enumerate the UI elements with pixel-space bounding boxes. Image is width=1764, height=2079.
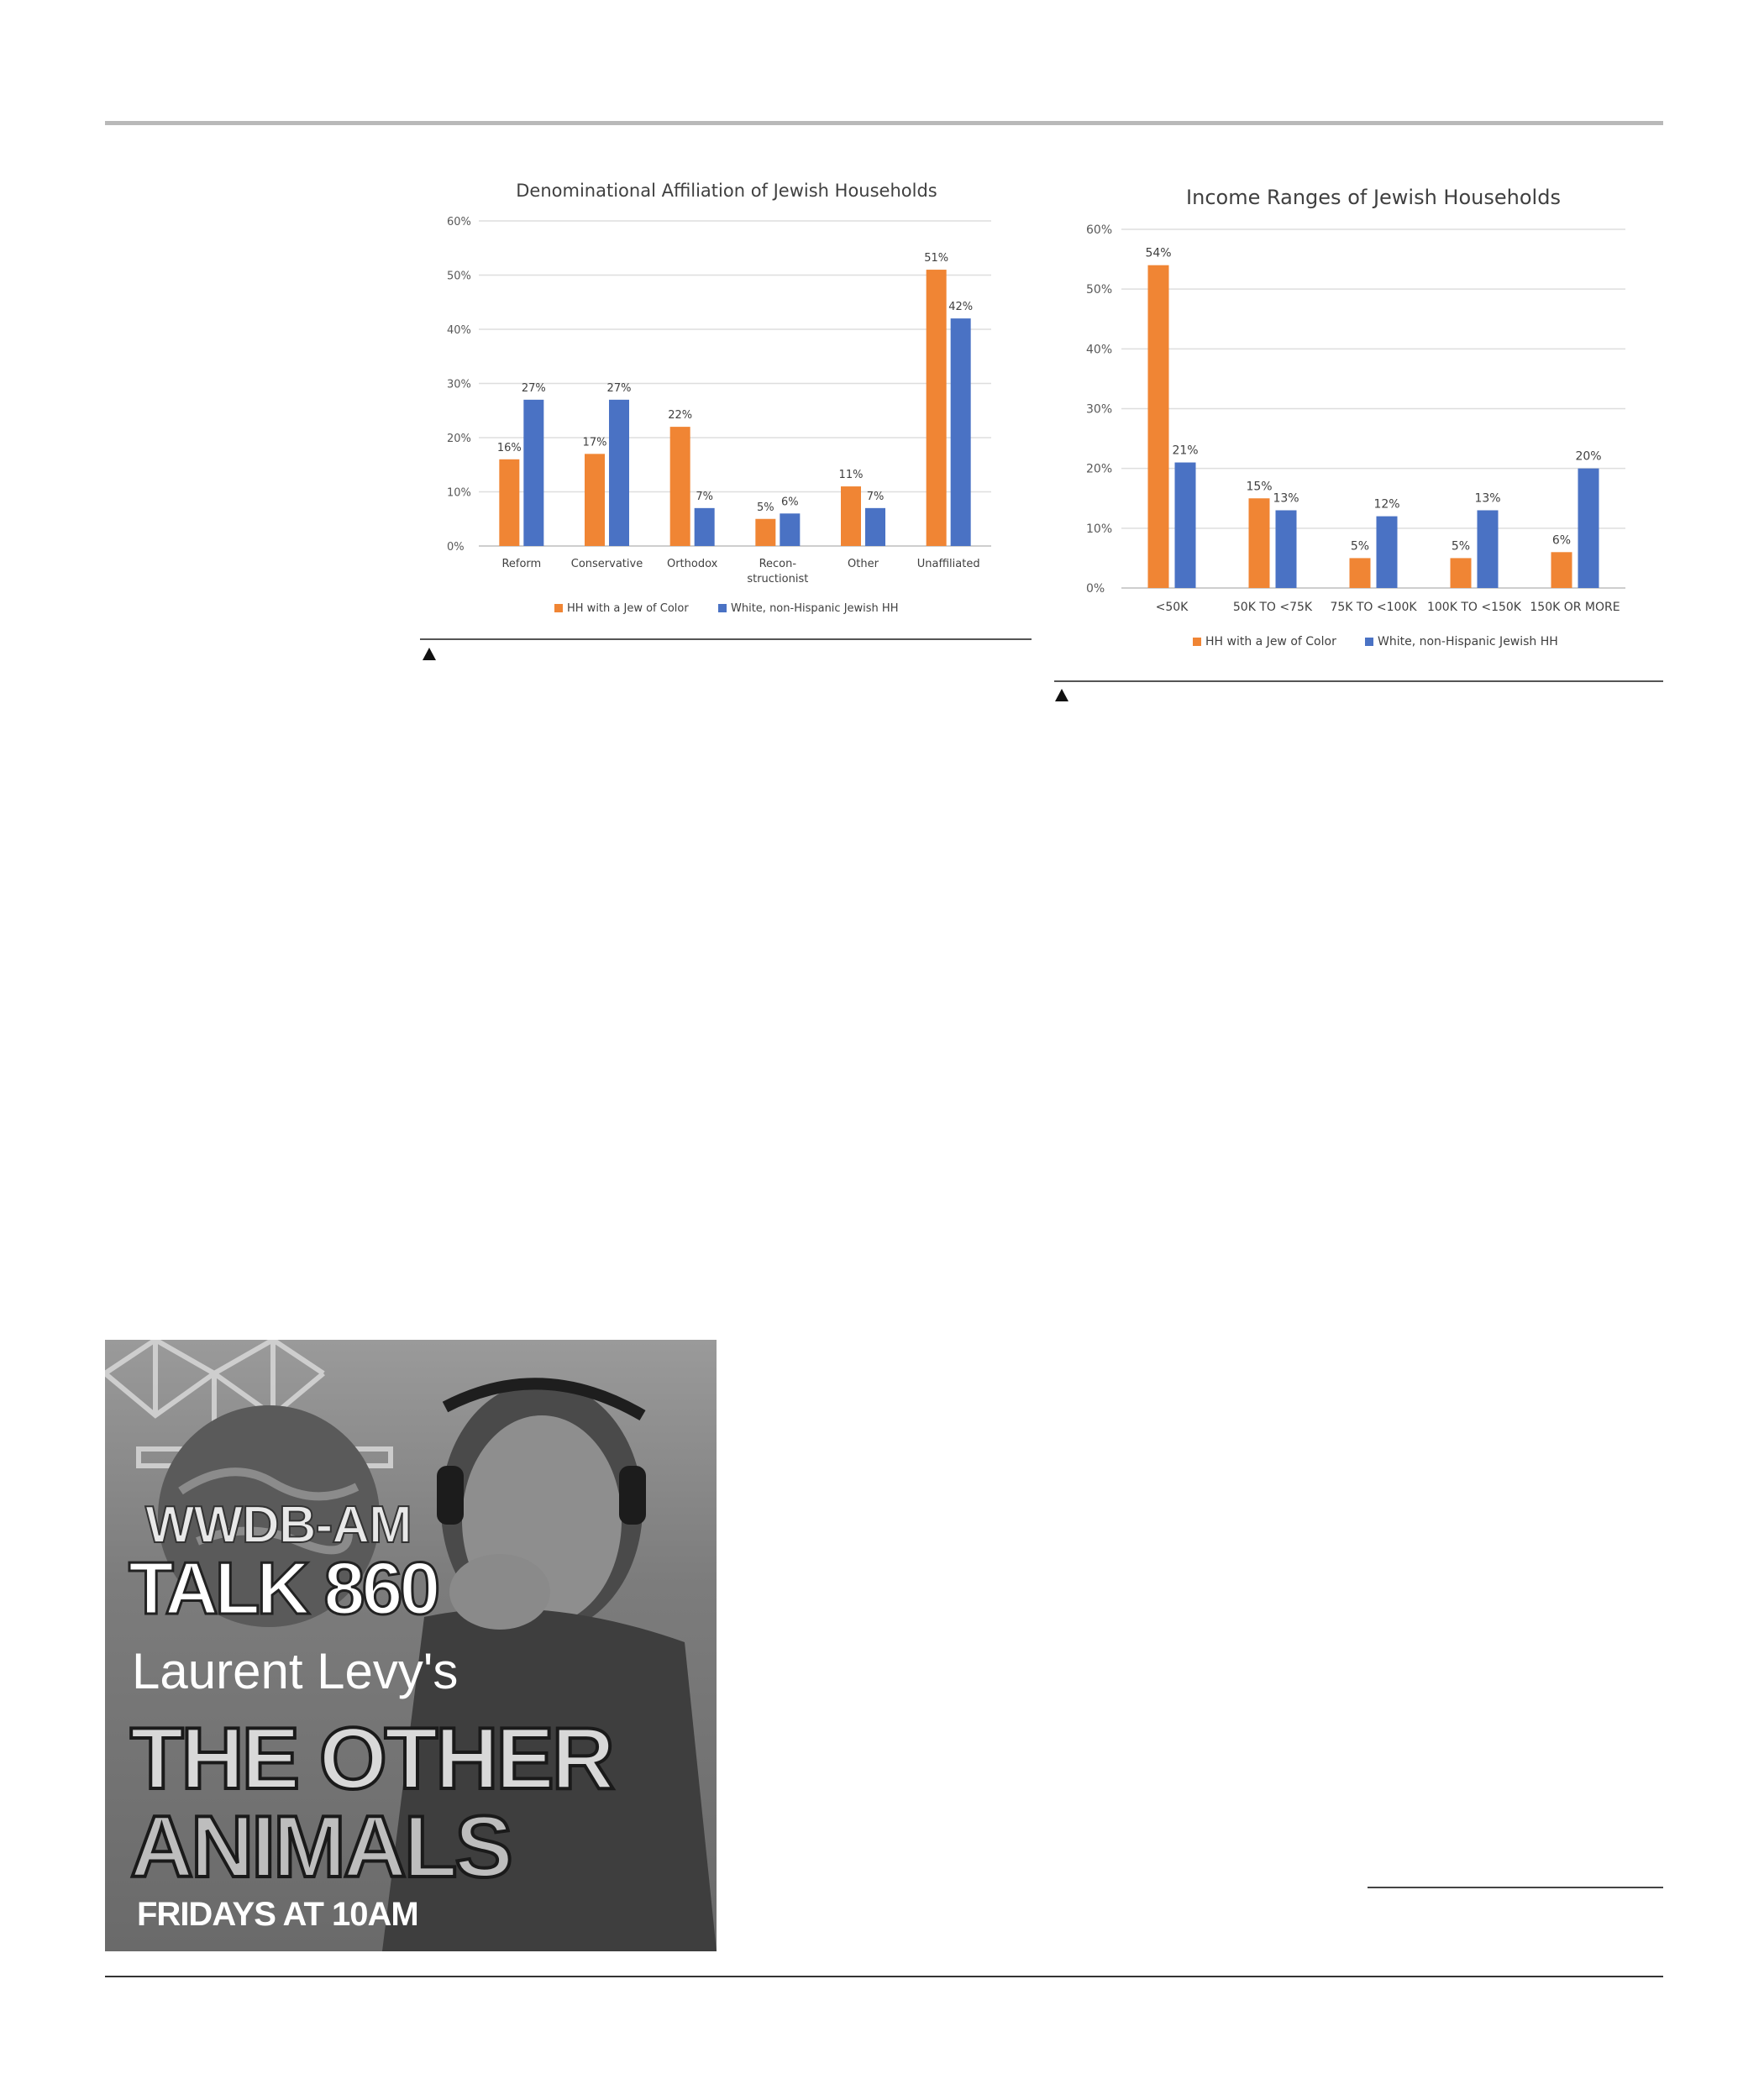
ad-schedule: FRIDAYS AT 10AM (137, 1896, 418, 1933)
category-label: Reform (501, 558, 542, 570)
bar (1451, 558, 1472, 588)
chart1-caption-rule (420, 638, 1032, 640)
y-tick-label: 60% (447, 216, 471, 228)
data-label: 17% (582, 436, 607, 449)
y-tick-label: 60% (1086, 223, 1113, 237)
bar (609, 400, 629, 546)
legend-swatch (1193, 638, 1201, 646)
chart-title: Denominational Affiliation of Jewish Households (516, 181, 937, 201)
category-label: 150K OR MORE (1530, 601, 1620, 614)
bar (523, 400, 543, 546)
ad-show-title-line2: ANIMALS (130, 1798, 511, 1896)
bar (585, 454, 605, 546)
bar (1148, 265, 1169, 588)
y-tick-label: 10% (447, 486, 471, 500)
data-label: 5% (1350, 539, 1370, 554)
bar (1175, 463, 1196, 588)
legend-swatch (1365, 638, 1373, 646)
category-label: structionist (747, 573, 809, 585)
legend-label: White, non-Hispanic Jewish HH (731, 602, 899, 615)
data-label: 6% (781, 496, 799, 509)
data-label: 7% (866, 490, 885, 503)
bar (499, 459, 519, 546)
y-tick-label: 30% (1086, 402, 1113, 417)
data-label: 13% (1273, 491, 1299, 506)
data-label: 22% (668, 409, 693, 423)
income-chart (1054, 172, 1667, 676)
bar (865, 508, 885, 546)
category-label: Recon- (759, 558, 797, 570)
y-tick-label: 0% (1086, 582, 1105, 596)
bar (1350, 558, 1371, 588)
bar (780, 513, 800, 546)
category-label: Unaffiliated (916, 558, 980, 570)
data-label: 12% (1373, 497, 1400, 512)
legend-label: White, non-Hispanic Jewish HH (1378, 635, 1558, 648)
data-label: 20% (1575, 449, 1602, 464)
radio-show-ad (105, 1340, 717, 1951)
top-rule (105, 121, 1663, 125)
chart-title: Income Ranges of Jewish Households (1186, 186, 1561, 209)
chart2-caption-marker (1055, 689, 1068, 701)
data-label: 27% (521, 381, 546, 395)
category-label: Other (848, 558, 879, 570)
legend-label: HH with a Jew of Color (567, 602, 689, 615)
data-label: 11% (838, 469, 864, 482)
category-label: 100K TO <150K (1426, 601, 1522, 614)
y-tick-label: 0% (447, 541, 465, 554)
data-label: 15% (1246, 480, 1273, 494)
y-tick-label: 30% (447, 378, 471, 391)
bar (841, 486, 861, 546)
bar (1249, 498, 1270, 588)
category-label: Orthodox (666, 558, 718, 570)
y-tick-label: 10% (1086, 522, 1113, 536)
y-tick-label: 20% (447, 433, 471, 445)
data-label: 21% (1172, 444, 1199, 458)
bar (1578, 469, 1599, 588)
ad-show-title-line1: THE OTHER (130, 1710, 612, 1808)
data-label: 54% (1145, 246, 1172, 260)
ad-talk-frequency: TALK 860 (129, 1546, 438, 1630)
bar (1276, 510, 1297, 588)
category-label: <50K (1155, 601, 1189, 614)
bar (1377, 517, 1398, 588)
data-label: 13% (1474, 491, 1501, 506)
bar (927, 270, 947, 546)
ad-host-name: Laurent Levy's (132, 1643, 459, 1699)
bar (755, 519, 775, 546)
category-label: Conservative (570, 558, 643, 570)
footnote-rule (1368, 1887, 1663, 1888)
y-tick-label: 40% (447, 324, 471, 337)
ad-station-name: WWDB-AM (145, 1496, 412, 1554)
y-tick-label: 50% (1086, 283, 1113, 297)
bar (695, 508, 715, 546)
data-label: 6% (1551, 533, 1572, 548)
bottom-rule (105, 1976, 1663, 1977)
bar (951, 318, 971, 546)
legend-swatch (718, 604, 727, 612)
bar (670, 427, 690, 546)
data-label: 16% (496, 441, 522, 454)
bar (1551, 552, 1572, 588)
data-label: 51% (924, 252, 949, 265)
y-tick-label: 50% (447, 270, 471, 283)
chart1-caption-marker (423, 648, 436, 660)
legend-swatch (554, 604, 563, 612)
data-label: 5% (757, 501, 774, 514)
y-tick-label: 20% (1086, 462, 1113, 476)
data-label: 27% (606, 381, 632, 395)
category-label: 75K TO <100K (1330, 601, 1417, 614)
bar (1478, 510, 1499, 588)
data-label: 7% (696, 490, 713, 503)
category-label: 50K TO <75K (1232, 601, 1313, 614)
denomination-chart (420, 168, 1042, 638)
data-label: 42% (948, 301, 974, 314)
y-tick-label: 40% (1086, 343, 1113, 357)
legend-label: HH with a Jew of Color (1205, 635, 1336, 648)
data-label: 5% (1451, 539, 1471, 554)
chart2-caption-rule (1054, 680, 1663, 682)
